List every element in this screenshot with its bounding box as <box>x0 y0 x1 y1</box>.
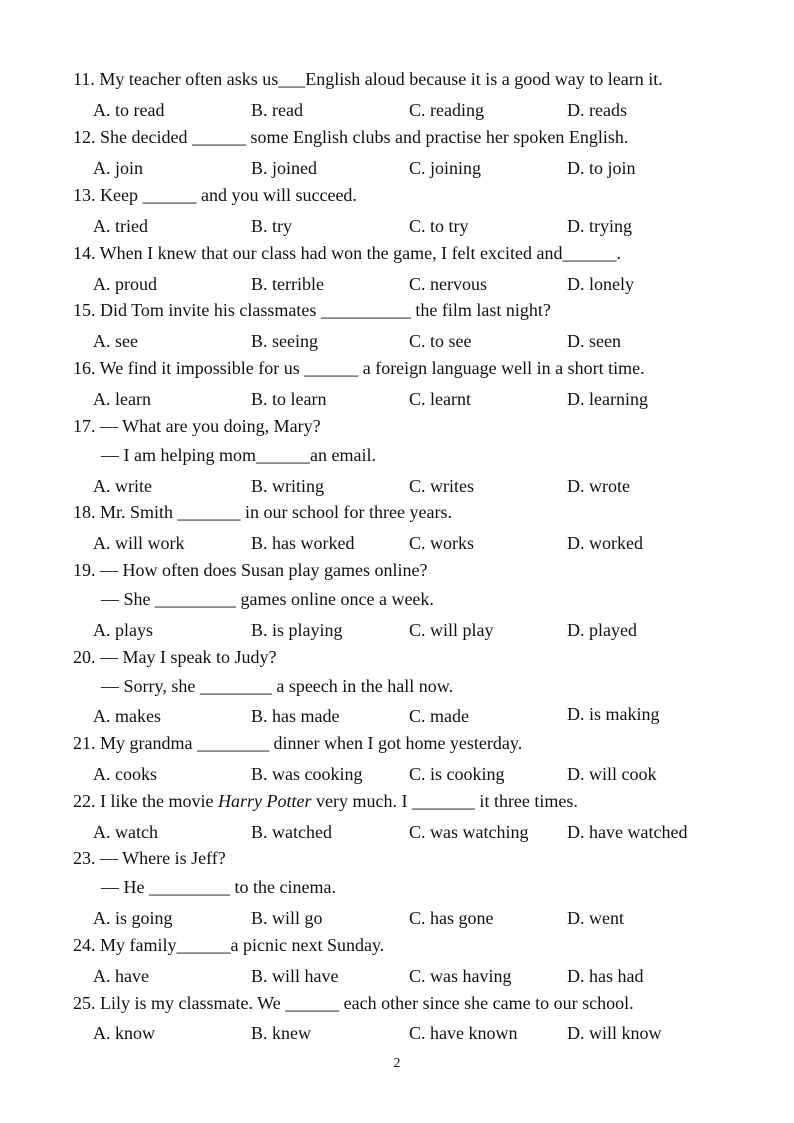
question-12: 12. She decided ______ some English clubs and practise her spoken English. <box>73 127 629 147</box>
option-19-b: B. is playing <box>251 620 343 640</box>
option-19-d: D. played <box>567 620 637 640</box>
option-13-d: D. trying <box>567 216 632 236</box>
option-11-c: C. reading <box>409 100 484 120</box>
option-24-c: C. was having <box>409 966 512 986</box>
question-25: 25. Lily is my classmate. We ______ each other since she came to our school. <box>73 993 634 1013</box>
option-12-d: D. to join <box>567 158 636 178</box>
question-14: 14. When I knew that our class had won the game, I felt excited and______. <box>73 243 622 263</box>
question-15: 15. Did Tom invite his classmates __________ the film last night? <box>73 300 551 320</box>
option-22-c: C. was watching <box>409 822 529 842</box>
question-22-text-pre: 22. I like the movie <box>73 791 218 811</box>
question-23-reply: — He _________ to the cinema. <box>101 877 336 897</box>
question-21: 21. My grandma ________ dinner when I got home yesterday. <box>73 733 523 753</box>
option-19-c: C. will play <box>409 620 494 640</box>
option-13-c: C. to try <box>409 216 469 236</box>
question-18: 18. Mr. Smith _______ in our school for three years. <box>73 502 452 522</box>
option-13-a: A. tried <box>93 216 148 236</box>
option-18-b: B. has worked <box>251 533 355 553</box>
option-22-b: B. watched <box>251 822 332 842</box>
option-12-a: A. join <box>93 158 144 178</box>
movie-title: Harry Potter <box>217 791 312 811</box>
question-24: 24. My family______a picnic next Sunday. <box>73 935 385 955</box>
option-25-a: A. know <box>93 1023 155 1043</box>
question-22-text-post: very much. I _______ it three times. <box>311 791 578 811</box>
option-19-a: A. plays <box>93 620 153 640</box>
option-11-a: A. to read <box>93 100 165 120</box>
option-15-c: C. to see <box>409 331 472 351</box>
page-number: 2 <box>393 1056 401 1071</box>
option-20-b: B. has made <box>251 706 340 726</box>
question-17: 17. — What are you doing, Mary? <box>73 416 321 436</box>
option-21-b: B. was cooking <box>251 764 363 784</box>
option-11-b: B. read <box>251 100 303 120</box>
option-24-b: B. will have <box>251 966 339 986</box>
option-23-b: B. will go <box>251 908 323 928</box>
question-17-reply: — I am helping mom______an email. <box>101 445 376 465</box>
option-20-d: D. is making <box>567 704 660 724</box>
question-13: 13. Keep ______ and you will succeed. <box>73 185 357 205</box>
option-16-b: B. to learn <box>251 389 327 409</box>
option-17-c: C. writes <box>409 476 474 496</box>
option-16-c: C. learnt <box>409 389 471 409</box>
option-17-a: A. write <box>93 476 152 496</box>
option-12-b: B. joined <box>251 158 317 178</box>
option-11-d: D. reads <box>567 100 627 120</box>
option-20-c: C. made <box>409 706 469 726</box>
option-18-c: C. works <box>409 533 475 553</box>
question-20: 20. — May I speak to Judy? <box>73 647 277 667</box>
option-20-a: A. makes <box>93 706 161 726</box>
question-23: 23. — Where is Jeff? <box>73 848 226 868</box>
option-12-c: C. joining <box>409 158 482 178</box>
option-17-d: D. wrote <box>567 476 630 496</box>
option-21-d: D. will cook <box>567 764 657 784</box>
option-23-d: D. went <box>567 908 624 928</box>
option-14-d: D. lonely <box>567 274 634 294</box>
question-22 <box>73 789 578 813</box>
option-18-a: A. will work <box>93 533 185 553</box>
option-23-a: A. is going <box>93 908 173 928</box>
option-15-a: A. see <box>93 331 138 351</box>
question-16: 16. We find it impossible for us ______ a foreign language well in a short time. <box>73 358 645 378</box>
option-22-d: D. have watched <box>567 822 688 842</box>
option-21-c: C. is cooking <box>409 764 505 784</box>
option-13-b: B. try <box>251 216 293 236</box>
option-18-d: D. worked <box>567 533 643 553</box>
option-22-a: A. watch <box>93 822 158 842</box>
option-14-c: C. nervous <box>409 274 487 294</box>
question-20-reply: — Sorry, she ________ a speech in the hall now. <box>101 676 454 696</box>
option-25-b: B. knew <box>251 1023 311 1043</box>
option-24-d: D. has had <box>567 966 644 986</box>
option-15-d: D. seen <box>567 331 621 351</box>
option-16-d: D. learning <box>567 389 648 409</box>
option-24-a: A. have <box>93 966 149 986</box>
option-16-a: A. learn <box>93 389 151 409</box>
question-11: 11. My teacher often asks us___English aloud because it is a good way to learn it. <box>73 69 663 89</box>
option-14-b: B. terrible <box>251 274 324 294</box>
option-25-c: C. have known <box>409 1023 518 1043</box>
option-17-b: B. writing <box>251 476 325 496</box>
question-19-reply: — She _________ games online once a week. <box>101 589 434 609</box>
option-23-c: C. has gone <box>409 908 494 928</box>
option-25-d: D. will know <box>567 1023 662 1043</box>
question-19: 19. — How often does Susan play games online? <box>73 560 428 580</box>
option-15-b: B. seeing <box>251 331 318 351</box>
option-14-a: A. proud <box>93 274 157 294</box>
option-21-a: A. cooks <box>93 764 157 784</box>
